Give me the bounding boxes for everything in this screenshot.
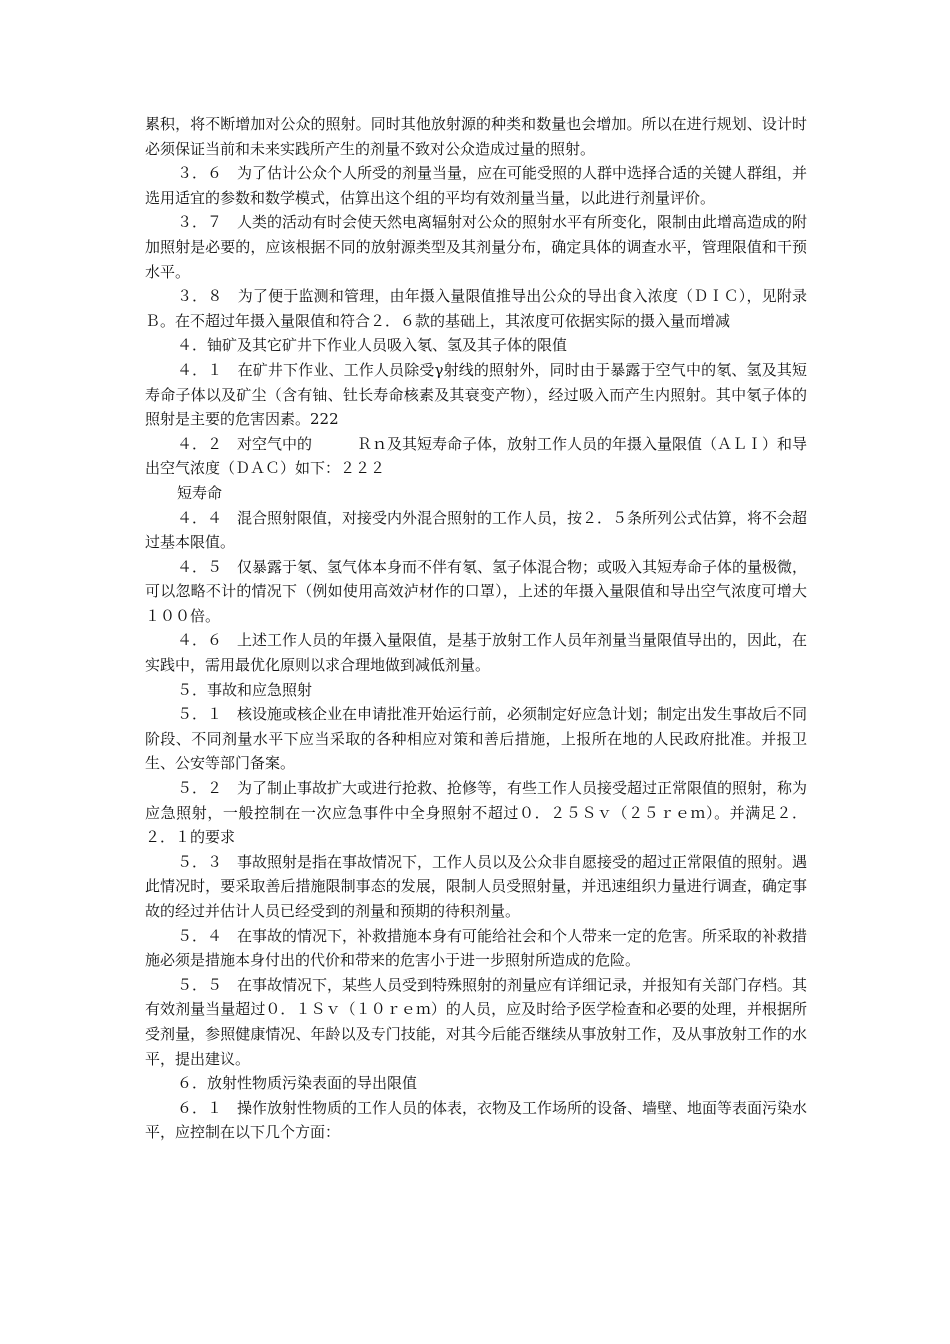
paragraph-3-6: ３．６ 为了估计公众个人所受的剂量当量，应在可能受照的人群中选择合适的关键人群组，并选用适宜的参数和数学模式，估算出这个组的平均有效剂量当量，以此进行剂量评价。 <box>145 164 808 207</box>
section-heading-6: ６．放射性物质污染表面的导出限值 <box>177 1074 418 1093</box>
paragraph-5-5: ５．５ 在事故情况下，某些人员受到特殊照射的剂量应有详细记录，并报知有关部门存档。其有效剂量当量超过０．１Ｓｖ（１０ｒｅｍ）的人员，应及时给予医学检查和必要的处理，并根据所受剂量，参照健康情况、年龄以及专门技能，对其今后能否继续从事放射工作，及从事放射工作的水平，提出建议。 <box>145 975 808 1068</box>
paragraph-4-1: ４．１ 在矿井下作业、工作人员除受γ射线的照射外，同时由于暴露于空气中的氡、氢及其短寿命子体以及矿尘（含有铀、钍长寿命核素及其衰变产物），经过吸入而产生内照射。其中氡子体的照射是主要的危害因素。222 <box>145 360 807 429</box>
paragraph-4-2: ４．２ 对空气中的 Ｒｎ及其短寿命子体，放射工作人员的年摄入量限值（ＡＬＩ）和导出空气浓度（ＤＡＣ）如下：２２２ <box>145 434 808 478</box>
paragraph-short-lived: 短寿命 <box>177 483 223 502</box>
paragraph-5-4: ５．４ 在事故的情况下，补救措施本身有可能给社会和个人带来一定的危害。所采取的补救措施必须是措施本身付出的代价和带来的危害小于进一步照射所造成的危险。 <box>145 926 808 970</box>
paragraph-5-1: ５．１ 核设施或核企业在申请批准开始运行前，必须制定好应急计划；制定出发生事故后不同阶段、不同剂量水平下应当采取的各种相应对策和善后措施，上报所在地的人民政府批准。并报卫生、公安等部门备案。 <box>145 705 808 773</box>
paragraph-3-8: ３．８ 为了便于监测和管理，由年摄入量限值推导出公众的导出食入浓度（ＤＩＣ），见附录Ｂ。在不超过年摄入量限值和符合２．６款的基础上，其浓度可依据实际的摄入量而增减 <box>145 287 807 330</box>
document-page <box>145 112 807 1145</box>
paragraph-6-1: ６．１ 操作放射性物质的工作人员的体表，衣物及工作场所的设备、墙壁、地面等表面污染水平，应控制在以下几个方面： <box>145 1098 808 1142</box>
paragraph-5-2: ５．２ 为了制止事故扩大或进行抢救、抢修等，有些工作人员接受超过正常限值的照射，称为应急照射，一般控制在一次应急事件中全身照射不超过０．２５Ｓｖ（２５ｒｅｍ）。并满足２．２．１的要求 <box>145 779 808 847</box>
section-heading-4: ４．铀矿及其它矿井下作业人员吸入氡、氢及其子体的限值 <box>177 336 568 355</box>
section-heading-5: ５．事故和应急照射 <box>177 680 313 699</box>
paragraph-continuation: 累积，将不断增加对公众的照射。同时其他放射源的种类和数量也会增加。所以在进行规划、设计时必须保证当前和未来实践所产生的剂量不致对公众造成过量的照射。 <box>145 115 807 158</box>
paragraph-4-6: ４．６ 上述工作人员的年摄入量限值，是基于放射工作人员年剂量当量限值导出的，因此，在实践中，需用最优化原则以求合理地做到减低剂量。 <box>145 631 808 675</box>
paragraph-5-3: ５．３ 事故照射是指在事故情况下，工作人员以及公众非自愿接受的超过正常限值的照射。遇此情况时，要采取善后措施限制事态的发展，限制人员受照射量，并迅速组织力量进行调查，确定事故的经过并估计人员已经受到的剂量和预期的待积剂量。 <box>145 852 808 920</box>
paragraph-3-7: ３．７ 人类的活动有时会使天然电离辐射对公众的照射水平有所变化，限制由此增高造成的附加照射是必要的，应该根据不同的放射源类型及其剂量分布，确定具体的调查水平，管理限值和干预水平。 <box>145 213 808 281</box>
paragraph-4-5: ４．５ 仅暴露于氡、氢气体本身而不伴有氡、氢子体混合物；或吸入其短寿命子体的量极微，可以忽略不计的情况下（例如使用高效泸材作的口罩），上述的年摄入量限值和导出空气浓度可增大１００倍。 <box>145 557 808 625</box>
paragraph-4-4: ４．４ 混合照射限值，对接受内外混合照射的工作人员，按２．５条所列公式估算，将不会超过基本限值。 <box>145 508 808 552</box>
